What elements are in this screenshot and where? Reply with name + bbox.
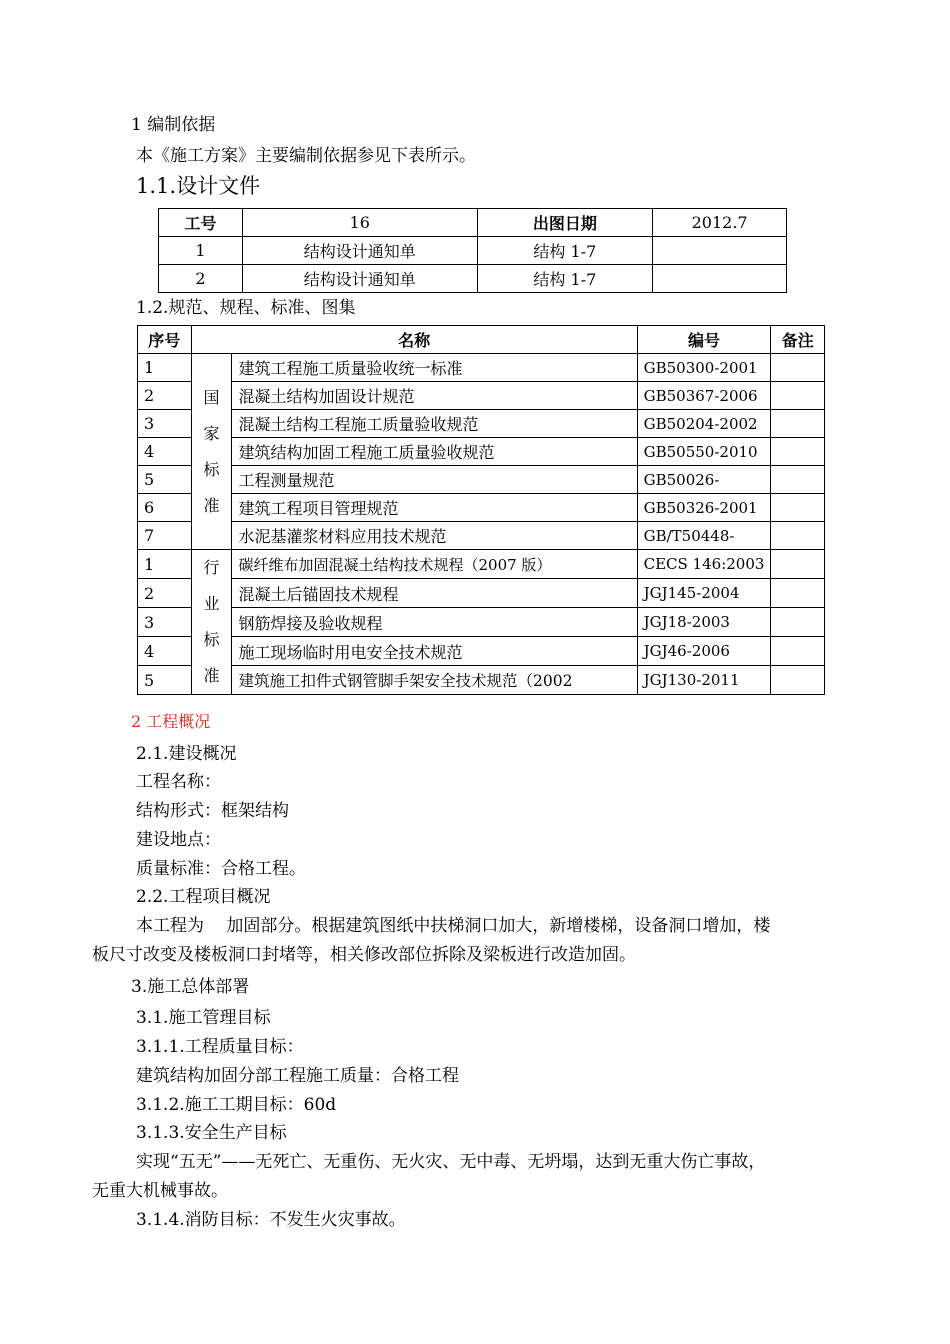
table-cell: 2012.7 — [653, 209, 787, 237]
table-row — [159, 209, 787, 237]
group-label-char: 业 — [203, 594, 220, 613]
group-label-char: 准 — [203, 495, 220, 515]
table-row — [138, 550, 825, 579]
table-row — [138, 608, 825, 637]
table-cell: GB50367-2006 — [637, 382, 771, 410]
table-row — [138, 354, 825, 382]
table-cell: 3 — [138, 608, 192, 637]
table-header-cell: 序号 — [138, 326, 192, 354]
table-cell: 1 — [138, 354, 192, 382]
section-3-1-1-title: 3.1.1.工程质量目标： — [136, 1037, 304, 1057]
table-cell: GB50300-2001 — [637, 354, 771, 382]
section-3-1-title: 3.1.施工管理目标 — [136, 1008, 271, 1028]
quality-standard: 质量标准：合格工程。 — [136, 859, 306, 879]
table-header-cell: 编号 — [637, 326, 771, 354]
table-cell — [771, 410, 825, 438]
table-cell: 16 — [242, 209, 477, 237]
table-cell: 混凝土结构工程施工质量验收规范 — [232, 410, 637, 438]
table-cell — [771, 550, 825, 579]
table-cell: 碳纤维布加固混凝土结构技术规程（2007 版） — [232, 550, 637, 579]
table-cell: 2 — [138, 579, 192, 608]
group-label-char: 家 — [203, 423, 220, 443]
table-cell — [771, 354, 825, 382]
table-cell — [653, 265, 787, 293]
table-cell: 5 — [138, 666, 192, 695]
table-row — [138, 438, 825, 466]
table-row — [159, 265, 787, 293]
section-3-1-3-line1: 实现“五无”——无死亡、无重伤、无火灾、无中毒、无坍塌，达到无重大伤亡事故， — [136, 1152, 766, 1172]
group-label-char: 准 — [203, 666, 220, 685]
table-header-cell: 工号 — [159, 209, 243, 237]
construction-location: 建设地点： — [136, 830, 221, 850]
structure-form: 结构形式：框架结构 — [136, 801, 289, 821]
section-1-title: 1 编制依据 — [131, 115, 216, 135]
table-cell: 水泥基灌浆材料应用技术规范 — [232, 522, 637, 550]
section-3-1-3-title: 3.1.3.安全生产目标 — [136, 1123, 287, 1143]
table-cell: 1 — [138, 550, 192, 579]
table-cell — [771, 438, 825, 466]
section-3-1-1-text: 建筑结构加固分部工程施工质量：合格工程 — [136, 1066, 459, 1086]
table-header-cell: 名称 — [191, 326, 637, 354]
table-cell — [771, 637, 825, 666]
table-cell: 施工现场临时用电安全技术规范 — [232, 637, 637, 666]
table-cell — [771, 666, 825, 695]
table-row — [138, 382, 825, 410]
group-label-national — [191, 354, 232, 550]
table-cell: JGJ145-2004 — [637, 579, 771, 608]
section-3-1-4-title: 3.1.4.消防目标：不发生火灾事故。 — [136, 1210, 406, 1230]
table-cell: 建筑施工扣件式钢管脚手架安全技术规范（2002 — [232, 666, 637, 695]
table-cell: JGJ130-2011 — [637, 666, 771, 695]
group-label-char: 标 — [203, 630, 220, 649]
table-cell: 混凝土结构加固设计规范 — [232, 382, 637, 410]
table-header-cell: 备注 — [771, 326, 825, 354]
table-row — [138, 522, 825, 550]
table-cell: 5 — [138, 466, 192, 494]
table-cell: GB50026- — [637, 466, 771, 494]
section-2-2-paragraph-line2: 板尺寸改变及楼板洞口封堵等，相关修改部位拆除及梁板进行改造加固。 — [92, 945, 636, 965]
section-1-intro: 本《施工方案》主要编制依据参见下表所示。 — [136, 146, 476, 166]
table-cell: 结构 1-7 — [477, 265, 653, 293]
table-cell: GB50204-2002 — [637, 410, 771, 438]
table-cell — [653, 237, 787, 265]
table-cell — [771, 608, 825, 637]
table-cell: 结构 1-7 — [477, 237, 653, 265]
design-documents-table — [158, 208, 787, 293]
table-cell: 2 — [138, 382, 192, 410]
table-cell: 4 — [138, 438, 192, 466]
table-row — [138, 410, 825, 438]
group-label-char: 国 — [203, 387, 220, 407]
table-cell: 结构设计通知单 — [242, 265, 477, 293]
table-cell — [771, 494, 825, 522]
table-row — [138, 579, 825, 608]
table-cell: 建筑结构加固工程施工质量验收规范 — [232, 438, 637, 466]
table-cell: 6 — [138, 494, 192, 522]
table-cell — [771, 466, 825, 494]
section-1-1-title: 1.1.设计文件 — [136, 174, 261, 198]
table-cell — [771, 522, 825, 550]
standards-table — [137, 325, 825, 695]
table-cell: CECS 146:2003 — [637, 550, 771, 579]
table-cell: 钢筋焊接及验收规程 — [232, 608, 637, 637]
table-row — [138, 466, 825, 494]
table-cell — [771, 579, 825, 608]
group-label-industry — [191, 550, 232, 695]
section-3-1-3-line2: 无重大机械事故。 — [92, 1181, 228, 1201]
table-cell: JGJ18-2003 — [637, 608, 771, 637]
section-2-title: 2 工程概况 — [131, 712, 211, 731]
group-label-char: 行 — [203, 558, 220, 577]
project-name: 工程名称： — [136, 772, 221, 792]
table-cell: GB50550-2010 — [637, 438, 771, 466]
group-label-char: 标 — [203, 459, 220, 479]
section-3-title: 3.施工总体部署 — [131, 977, 250, 997]
section-2-2-title: 2.2.工程项目概况 — [136, 887, 271, 907]
table-cell: 3 — [138, 410, 192, 438]
table-cell: JGJ46-2006 — [637, 637, 771, 666]
section-2-2-paragraph-line1: 本工程为 加固部分。根据建筑图纸中扶梯洞口加大，新增楼梯，设备洞口增加，楼 — [136, 916, 771, 936]
table-header-cell: 出图日期 — [477, 209, 653, 237]
table-row — [138, 494, 825, 522]
table-cell: 混凝土后锚固技术规程 — [232, 579, 637, 608]
table-cell: GB/T50448- — [637, 522, 771, 550]
table-cell: 4 — [138, 637, 192, 666]
table-cell: 结构设计通知单 — [242, 237, 477, 265]
table-cell: 工程测量规范 — [232, 466, 637, 494]
table-row — [138, 666, 825, 695]
table-cell: 1 — [159, 237, 243, 265]
section-3-1-2-title: 3.1.2.施工工期目标：60d — [136, 1095, 337, 1115]
table-cell: 7 — [138, 522, 192, 550]
table-row — [138, 326, 825, 354]
table-cell — [771, 382, 825, 410]
table-row — [138, 637, 825, 666]
table-cell: GB50326-2001 — [637, 494, 771, 522]
table-row — [159, 237, 787, 265]
table-cell: 建筑工程施工质量验收统一标准 — [232, 354, 637, 382]
table-cell: 2 — [159, 265, 243, 293]
section-1-2-title: 1.2.规范、规程、标准、图集 — [136, 298, 356, 318]
table-cell: 建筑工程项目管理规范 — [232, 494, 637, 522]
section-2-1-title: 2.1.建设概况 — [136, 744, 237, 764]
